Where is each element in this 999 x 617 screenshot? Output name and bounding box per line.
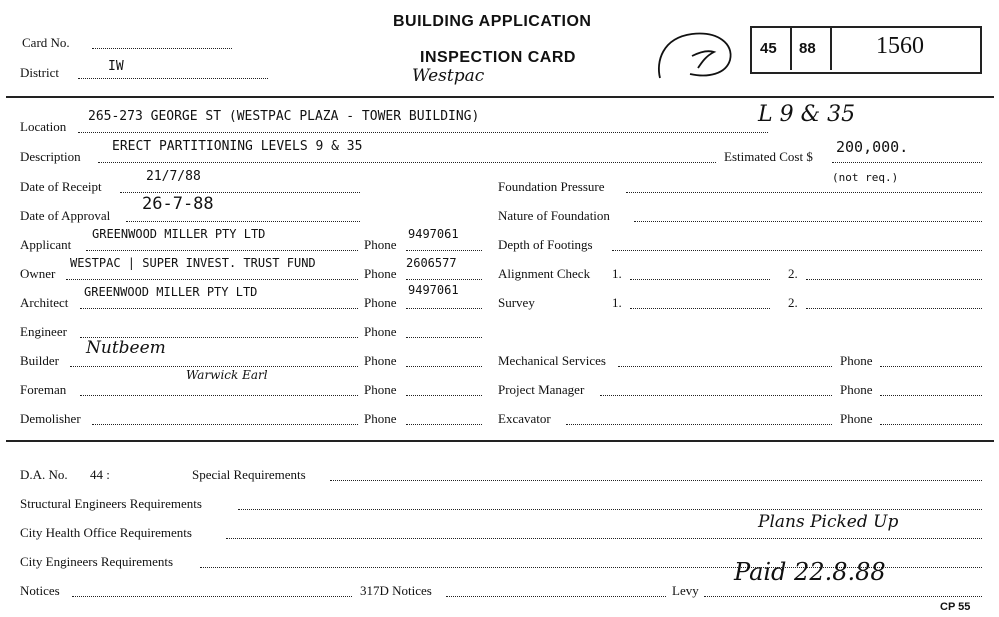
project-manager-label: Project Manager xyxy=(498,382,585,397)
card-title-line2: INSPECTION CARD xyxy=(420,49,576,66)
city-health-value: Plans Picked Up xyxy=(758,512,899,532)
demolisher-field[interactable] xyxy=(92,424,358,425)
builder-field[interactable] xyxy=(70,366,358,367)
owner-field[interactable] xyxy=(66,279,358,280)
levy-label: Levy xyxy=(672,583,699,598)
excavator-field[interactable] xyxy=(566,424,832,425)
survey-label: Survey xyxy=(498,295,535,310)
foundation-pressure-label: Foundation Pressure xyxy=(498,179,605,194)
box-month: 88 xyxy=(799,40,816,57)
box-year: 45 xyxy=(760,40,777,57)
form-code: CP 55 xyxy=(940,601,971,613)
builder-phone-label: Phone xyxy=(364,353,397,368)
notices-label: Notices xyxy=(20,583,60,598)
description-field[interactable] xyxy=(98,162,716,163)
foreman-phone-label: Phone xyxy=(364,382,397,397)
district-label: District xyxy=(20,65,59,80)
card-number-box xyxy=(750,26,982,74)
section-divider xyxy=(6,440,994,442)
special-req-field[interactable] xyxy=(330,480,982,481)
mechanical-field[interactable] xyxy=(618,366,832,367)
handwritten-scribble-icon xyxy=(652,26,748,86)
structural-field[interactable] xyxy=(238,509,982,510)
mechanical-label: Mechanical Services xyxy=(498,353,606,368)
applicant-phone-field[interactable] xyxy=(406,250,482,251)
box-number: 1560 xyxy=(876,33,924,59)
alignment-check-label: Alignment Check xyxy=(498,266,591,281)
foreman-field[interactable] xyxy=(80,395,358,396)
card-title-line1: BUILDING APPLICATION xyxy=(393,13,592,30)
header-divider xyxy=(6,96,994,98)
depth-footings-label: Depth of Footings xyxy=(498,237,593,252)
applicant-field[interactable] xyxy=(86,250,358,251)
demolisher-label: Demolisher xyxy=(20,411,81,426)
architect-phone-field[interactable] xyxy=(406,308,482,309)
alignment-check-field-1[interactable] xyxy=(630,279,770,280)
nature-foundation-field[interactable] xyxy=(634,221,982,222)
location-label: Location xyxy=(20,119,67,134)
location-value: 265-273 GEORGE ST (WESTPAC PLAZA - TOWER BUILDING) xyxy=(88,109,480,124)
card-no-field[interactable] xyxy=(92,48,232,49)
date-approval-label: Date of Approval xyxy=(20,208,111,223)
levy-field[interactable] xyxy=(704,596,982,597)
demolisher-phone-field[interactable] xyxy=(406,424,482,425)
owner-value: WESTPAC | SUPER INVEST. TRUST FUND xyxy=(70,256,316,270)
mechanical-phone-field[interactable] xyxy=(880,366,982,367)
description-value: ERECT PARTITIONING LEVELS 9 & 35 xyxy=(112,139,363,154)
special-req-label: Special Requirements xyxy=(192,467,306,482)
applicant-label: Applicant xyxy=(20,237,72,252)
date-receipt-field[interactable] xyxy=(120,192,360,193)
district-field[interactable] xyxy=(78,78,268,79)
date-approval-value: 26-7-88 xyxy=(142,194,214,214)
location-field[interactable] xyxy=(78,132,768,133)
applicant-value: GREENWOOD MILLER PTY LTD xyxy=(92,227,266,241)
city-health-field[interactable] xyxy=(226,538,982,539)
date-receipt-value: 21/7/88 xyxy=(146,169,201,184)
builder-value: Nutbeem xyxy=(86,338,166,358)
project-manager-phone-field[interactable] xyxy=(880,395,982,396)
card-no-label: Card No. xyxy=(22,35,70,50)
engineer-phone-label: Phone xyxy=(364,324,397,339)
owner-phone-field[interactable] xyxy=(406,279,482,280)
estimated-cost-label: Estimated Cost $ xyxy=(724,149,813,164)
notices-field[interactable] xyxy=(72,596,352,597)
alignment-num-2: 2. xyxy=(788,266,798,281)
architect-value: GREENWOOD MILLER PTY LTD xyxy=(84,285,258,299)
city-engineers-label: City Engineers Requirements xyxy=(20,554,174,569)
notices-317d-field[interactable] xyxy=(446,596,666,597)
owner-phone-value: 2606577 xyxy=(406,256,457,270)
date-approval-field[interactable] xyxy=(126,221,360,222)
foundation-pressure-value: (not req.) xyxy=(832,171,899,184)
excavator-phone-field[interactable] xyxy=(880,424,982,425)
architect-phone-label: Phone xyxy=(364,295,397,310)
alignment-num-1: 1. xyxy=(612,266,622,281)
demolisher-phone-label: Phone xyxy=(364,411,397,426)
district-value: IW xyxy=(108,59,124,74)
notices-317d-label: 317D Notices xyxy=(360,583,432,598)
foreman-label: Foreman xyxy=(20,382,67,397)
depth-footings-field[interactable] xyxy=(612,250,982,251)
owner-label: Owner xyxy=(20,266,56,281)
survey-num-1: 1. xyxy=(612,295,622,310)
foreman-phone-field[interactable] xyxy=(406,395,482,396)
levy-value: Paid 22.8.88 xyxy=(734,558,886,586)
da-no-value: 44 : xyxy=(90,467,110,482)
architect-phone-value: 9497061 xyxy=(408,283,459,297)
survey-field-2[interactable] xyxy=(806,308,982,309)
engineer-label: Engineer xyxy=(20,324,67,339)
handwritten-subtitle: Westpac xyxy=(412,66,485,86)
architect-label: Architect xyxy=(20,295,69,310)
project-manager-field[interactable] xyxy=(600,395,832,396)
structural-label: Structural Engineers Requirements xyxy=(20,496,202,511)
excavator-phone-label: Phone xyxy=(840,411,873,426)
estimated-cost-value: 200,000. xyxy=(836,138,909,156)
foreman-value: Warwick Earl xyxy=(186,368,268,382)
description-label: Description xyxy=(20,149,81,164)
alignment-check-field-2[interactable] xyxy=(806,279,982,280)
da-no-label: D.A. No. xyxy=(20,467,68,482)
foundation-pressure-field[interactable] xyxy=(626,192,982,193)
owner-phone-label: Phone xyxy=(364,266,397,281)
date-receipt-label: Date of Receipt xyxy=(20,179,102,194)
location-note: L 9 & 35 xyxy=(758,102,856,127)
estimated-cost-field[interactable] xyxy=(832,162,982,163)
architect-field[interactable] xyxy=(80,308,358,309)
builder-label: Builder xyxy=(20,353,59,368)
applicant-phone-label: Phone xyxy=(364,237,397,252)
excavator-label: Excavator xyxy=(498,411,551,426)
nature-foundation-label: Nature of Foundation xyxy=(498,208,610,223)
mechanical-phone-label: Phone xyxy=(840,353,873,368)
project-manager-phone-label: Phone xyxy=(840,382,873,397)
survey-num-2: 2. xyxy=(788,295,798,310)
survey-field-1[interactable] xyxy=(630,308,770,309)
applicant-phone-value: 9497061 xyxy=(408,227,459,241)
engineer-phone-field[interactable] xyxy=(406,337,482,338)
builder-phone-field[interactable] xyxy=(406,366,482,367)
city-health-label: City Health Office Requirements xyxy=(20,525,192,540)
